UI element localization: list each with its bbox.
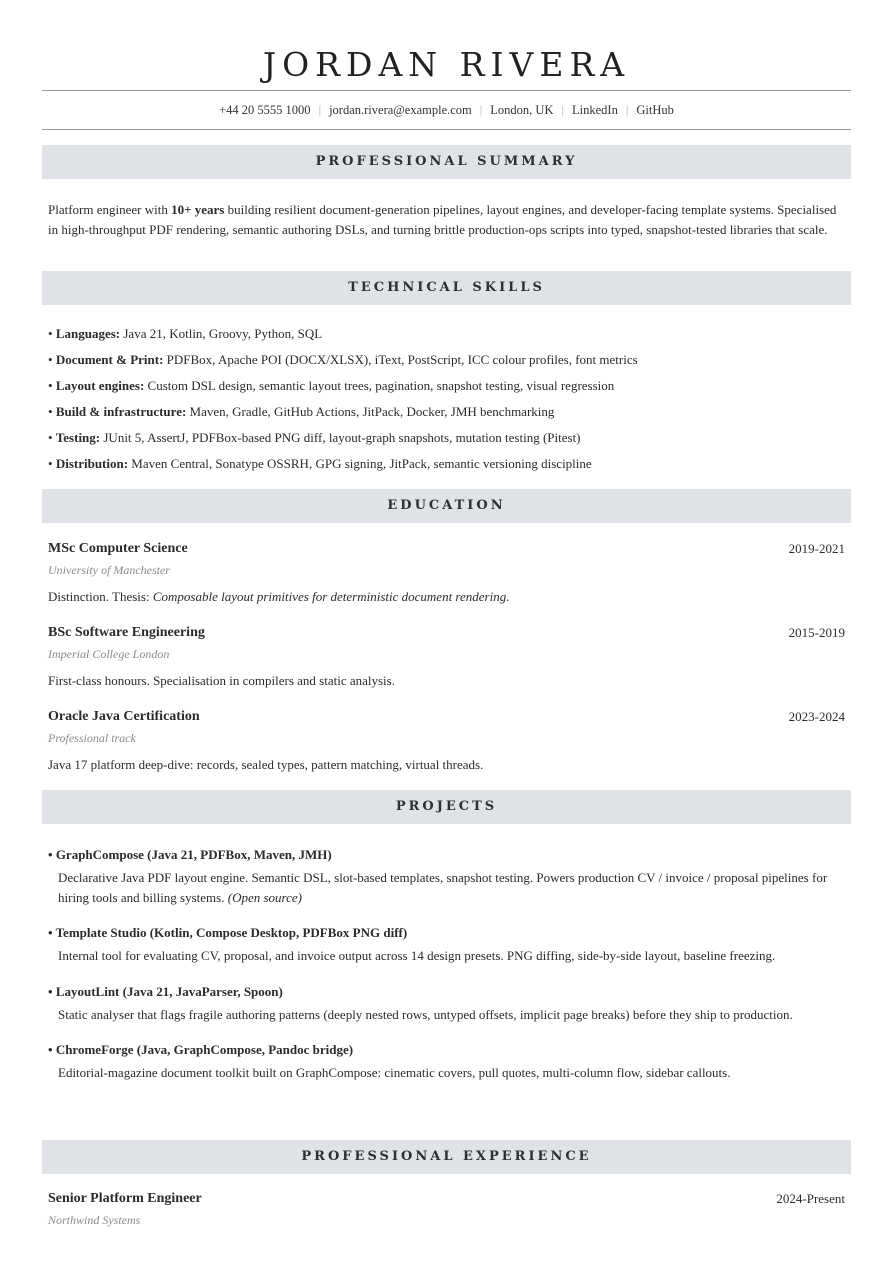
contact-separator: | bbox=[625, 103, 629, 117]
skill-label: Layout engines: bbox=[55, 378, 145, 393]
skill-label: Testing: bbox=[55, 430, 101, 445]
entry-description-plain: Distinction. Thesis: bbox=[48, 589, 153, 604]
bullet: • bbox=[48, 1042, 53, 1057]
skill-label: Document & Print: bbox=[55, 352, 164, 367]
skill-value: Maven, Gradle, GitHub Actions, JitPack, Docker, JMH benchmarking bbox=[186, 404, 555, 419]
resume-page bbox=[42, 0, 851, 1238]
bullet: • bbox=[48, 326, 53, 341]
candidate-name: JORDAN RIVERA bbox=[262, 45, 631, 84]
education-entry bbox=[48, 624, 845, 708]
skill-value: Custom DSL design, semantic layout trees, pagination, snapshot testing, visual regression bbox=[144, 378, 615, 393]
contact-separator: | bbox=[479, 103, 483, 117]
contact-separator: | bbox=[318, 103, 322, 117]
entry-description bbox=[48, 588, 845, 606]
experience-entry bbox=[48, 1190, 845, 1238]
entry-title: Oracle Java Certification bbox=[48, 709, 200, 724]
skill-item bbox=[48, 376, 845, 402]
bullet: • bbox=[48, 847, 53, 862]
bullet: • bbox=[48, 456, 53, 471]
education-list bbox=[42, 523, 851, 790]
project-title-text: LayoutLint (Java 21, JavaParser, Spoon) bbox=[55, 983, 283, 999]
skill-value: Java 21, Kotlin, Groovy, Python, SQL bbox=[120, 326, 323, 341]
project-title bbox=[48, 924, 845, 946]
skill-value: JUnit 5, AssertJ, PDFBox-based PNG diff, layout-graph snapshots, mutation testing (Pitest) bbox=[100, 430, 581, 445]
entry-institution: Imperial College London bbox=[48, 647, 170, 661]
header-bottom-divider bbox=[42, 129, 851, 130]
project-title-text: GraphCompose (Java 21, PDFBox, Maven, JMH) bbox=[55, 847, 332, 862]
bullet: • bbox=[48, 925, 53, 940]
entry-header bbox=[48, 540, 845, 562]
entry-header bbox=[48, 708, 845, 730]
project-entry bbox=[48, 1041, 845, 1083]
contact-github-link[interactable]: GitHub bbox=[636, 103, 674, 117]
bullet: • bbox=[48, 430, 53, 445]
project-title bbox=[48, 983, 845, 1005]
entry-company: Northwind Systems bbox=[48, 1213, 141, 1227]
skill-item bbox=[48, 324, 845, 350]
entry-header bbox=[48, 624, 845, 646]
entry-date: 2023-2024 bbox=[788, 709, 845, 724]
contact-linkedin-link[interactable]: LinkedIn bbox=[572, 103, 618, 117]
entry-header bbox=[48, 1190, 845, 1212]
section-heading-projects: PROJECTS bbox=[42, 790, 851, 824]
project-description: Internal tool for evaluating CV, proposal, and invoice output across 14 design presets. PNG diffing, side-by-side layout, baseline freezing. bbox=[58, 948, 776, 963]
contact-location: London, UK bbox=[490, 103, 554, 117]
skill-value: Maven Central, Sonatype OSSRH, GPG signing, JitPack, semantic versioning discipline bbox=[128, 456, 592, 471]
project-title bbox=[48, 846, 845, 868]
bullet: • bbox=[48, 352, 53, 367]
project-entry bbox=[48, 983, 845, 1025]
entry-date: 2024-Present bbox=[776, 1191, 845, 1206]
skill-label: Languages: bbox=[55, 326, 121, 341]
summary-lead: Platform engineer with bbox=[48, 202, 172, 217]
project-title-text: ChromeForge (Java, GraphCompose, Pandoc bridge) bbox=[55, 1042, 354, 1057]
entry-institution: Professional track bbox=[48, 731, 136, 745]
summary-text bbox=[42, 179, 851, 271]
skill-item bbox=[48, 402, 845, 428]
entry-description: Java 17 platform deep-dive: records, sealed types, pattern matching, virtual threads. bbox=[48, 757, 484, 772]
entry-title: MSc Computer Science bbox=[48, 541, 188, 556]
bullet: • bbox=[48, 404, 53, 419]
skill-item bbox=[48, 454, 845, 480]
contact-phone: +44 20 5555 1000 bbox=[219, 103, 311, 117]
education-entry bbox=[48, 540, 845, 624]
bullet: • bbox=[48, 983, 53, 999]
education-entry bbox=[48, 708, 845, 792]
project-title bbox=[48, 1041, 845, 1063]
project-description: Editorial-magazine document toolkit built on GraphCompose: cinematic covers, pull quotes, multi-column flow, sidebar callouts. bbox=[58, 1065, 731, 1080]
skill-item bbox=[48, 350, 845, 376]
projects-list bbox=[42, 824, 851, 1140]
contact-separator: | bbox=[561, 103, 565, 117]
project-entry bbox=[48, 846, 845, 907]
project-entry bbox=[48, 924, 845, 966]
skill-label: Distribution: bbox=[55, 456, 129, 471]
contact-line bbox=[42, 91, 851, 129]
entry-date: 2019-2021 bbox=[788, 541, 845, 556]
entry-description-italic: Composable layout primitives for deterministic document rendering. bbox=[152, 589, 510, 604]
section-heading-skills: TECHNICAL SKILLS bbox=[42, 271, 851, 305]
project-description: Static analyser that flags fragile authoring patterns (deeply nested rows, untyped offsets, implicit page breaks) before they ship to production. bbox=[58, 1006, 793, 1022]
section-heading-experience: PROFESSIONAL EXPERIENCE bbox=[42, 1140, 851, 1174]
summary-rest: building resilient document-generation pipelines, layout engines, and developer-facing template systems. Specialised in high-throughput PDF rendering, semantic authoring DSLs, and turning brittle production-ops scripts into typed, snapshot-tested libraries that scale. bbox=[48, 202, 837, 237]
summary-emphasis: 10+ years bbox=[171, 202, 225, 217]
section-heading-education: EDUCATION bbox=[42, 489, 851, 523]
project-description-italic: (Open source) bbox=[227, 889, 302, 905]
entry-title: Senior Platform Engineer bbox=[48, 1191, 202, 1206]
bullet: • bbox=[48, 378, 53, 393]
section-heading-summary: PROFESSIONAL SUMMARY bbox=[42, 145, 851, 179]
skills-list bbox=[42, 305, 851, 489]
experience-list bbox=[42, 1174, 851, 1238]
project-description-plain: Declarative Java PDF layout engine. Semantic DSL, slot-based templates, snapshot testing. Powers production CV / invoice / proposal pipelines for hiring tools and billing systems. bbox=[58, 870, 828, 905]
entry-description: First-class honours. Specialisation in compilers and static analysis. bbox=[48, 673, 395, 688]
skill-label: Build & infrastructure: bbox=[55, 404, 187, 419]
skill-item bbox=[48, 428, 845, 454]
entry-institution: University of Manchester bbox=[48, 563, 170, 577]
project-description bbox=[48, 868, 845, 907]
entry-date: 2015-2019 bbox=[788, 625, 845, 640]
skill-value: PDFBox, Apache POI (DOCX/XLSX), iText, PostScript, ICC colour profiles, font metrics bbox=[163, 352, 638, 367]
entry-title: BSc Software Engineering bbox=[48, 625, 205, 640]
contact-email[interactable]: jordan.rivera@example.com bbox=[329, 103, 472, 117]
project-title-text: Template Studio (Kotlin, Compose Desktop, PDFBox PNG diff) bbox=[55, 925, 408, 940]
